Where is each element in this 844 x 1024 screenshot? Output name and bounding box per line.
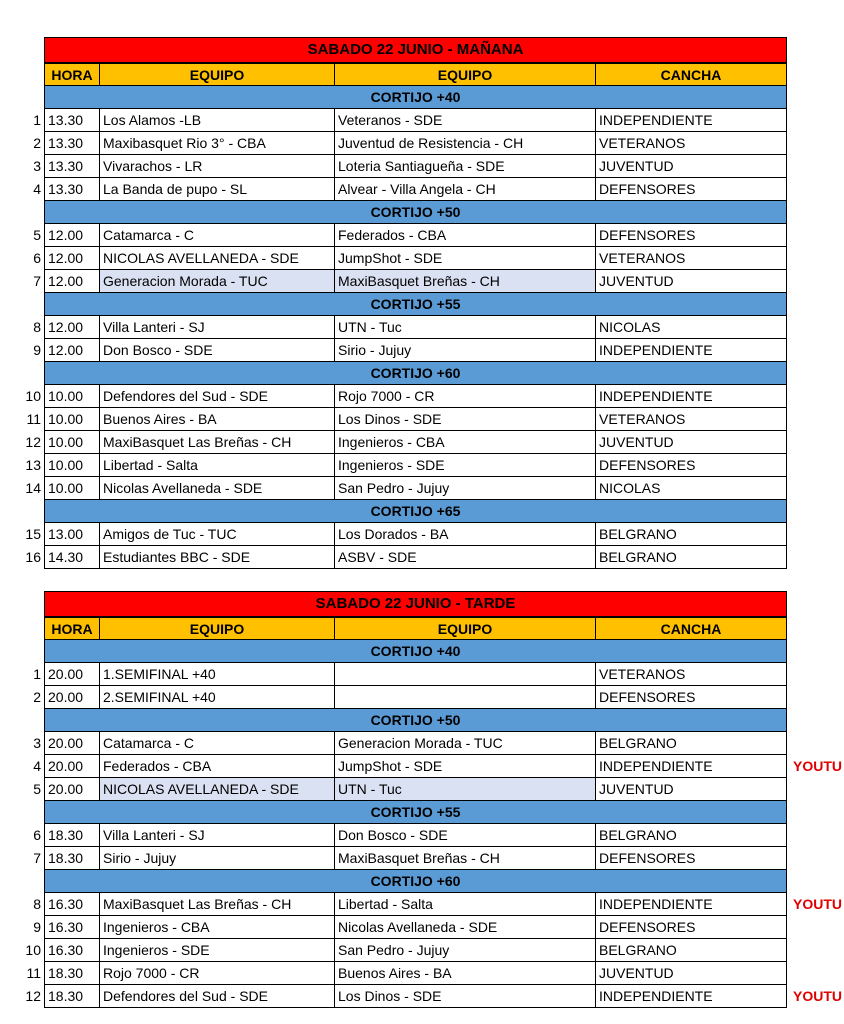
youtube-note: YOUTU (793, 758, 842, 774)
hora-cell: 16.30 (44, 916, 99, 939)
row-number: 3 (33, 158, 41, 174)
table-row (0, 663, 844, 686)
cancha-cell: DEFENSORES (595, 847, 787, 870)
category-bar: CORTIJO +55 (44, 801, 787, 824)
header-row (0, 63, 844, 86)
cancha-cell: NICOLAS (595, 316, 787, 339)
column-header-cancha: CANCHA (595, 63, 787, 86)
row-number: 6 (33, 250, 41, 266)
cancha-cell: INDEPENDIENTE (595, 985, 787, 1008)
team-cell: Ingenieros - SDE (99, 939, 334, 962)
row-number: 16 (25, 549, 41, 565)
row-number: 9 (33, 342, 41, 358)
cancha-cell: BELGRANO (595, 939, 787, 962)
cancha-cell: DEFENSORES (595, 178, 787, 201)
team-cell: UTN - Tuc (334, 316, 595, 339)
team-cell (334, 686, 595, 709)
hora-cell: 20.00 (44, 663, 99, 686)
hora-cell: 12.00 (44, 224, 99, 247)
column-header-equipo: EQUIPO (334, 617, 595, 640)
team-cell: Los Dinos - SDE (334, 408, 595, 431)
cancha-cell: JUVENTUD (595, 270, 787, 293)
column-header-equipo: EQUIPO (334, 63, 595, 86)
cancha-cell: INDEPENDIENTE (595, 339, 787, 362)
team-cell: Nicolas Avellaneda - SDE (334, 916, 595, 939)
hora-cell: 10.00 (44, 454, 99, 477)
hora-cell: 20.00 (44, 686, 99, 709)
team-cell: Los Dinos - SDE (334, 985, 595, 1008)
cancha-cell: INDEPENDIENTE (595, 109, 787, 132)
team-cell: Federados - CBA (99, 755, 334, 778)
row-number: 7 (33, 273, 41, 289)
youtube-note: YOUTU (793, 988, 842, 1004)
hora-cell: 10.00 (44, 477, 99, 500)
table-row (0, 778, 844, 801)
team-cell: Don Bosco - SDE (99, 339, 334, 362)
team-cell: Los Dorados - BA (334, 523, 595, 546)
row-number: 11 (26, 411, 41, 427)
hora-cell: 13.30 (44, 109, 99, 132)
table-row (0, 178, 844, 201)
hora-cell: 20.00 (44, 778, 99, 801)
team-cell: Maxibasquet Rio 3° - CBA (99, 132, 334, 155)
team-cell (334, 663, 595, 686)
category-bar: CORTIJO +65 (44, 500, 787, 523)
team-cell: MaxiBasquet Las Breñas - CH (99, 431, 334, 454)
cancha-cell: INDEPENDIENTE (595, 385, 787, 408)
team-cell: Estudiantes BBC - SDE (99, 546, 334, 569)
cancha-cell: BELGRANO (595, 546, 787, 569)
row-number: 4 (33, 758, 41, 774)
category-bar: CORTIJO +50 (44, 201, 787, 224)
team-cell: Generacion Morada - TUC (334, 732, 595, 755)
hora-cell: 14.30 (44, 546, 99, 569)
row-number: 8 (33, 896, 41, 912)
team-cell: Don Bosco - SDE (334, 824, 595, 847)
table-row (0, 916, 844, 939)
cancha-cell: NICOLAS (595, 477, 787, 500)
team-cell: Catamarca - C (99, 224, 334, 247)
category-bar: CORTIJO +55 (44, 293, 787, 316)
team-cell: Nicolas Avellaneda - SDE (99, 477, 334, 500)
row-number: 12 (25, 434, 41, 450)
team-cell: ASBV - SDE (334, 546, 595, 569)
team-cell: Federados - CBA (334, 224, 595, 247)
row-number: 10 (25, 942, 41, 958)
team-cell: 2.SEMIFINAL +40 (99, 686, 334, 709)
column-header-hora: HORA (44, 617, 99, 640)
row-number: 4 (33, 181, 41, 197)
team-cell: Libertad - Salta (334, 893, 595, 916)
row-number: 2 (33, 135, 41, 151)
table-row (0, 523, 844, 546)
table-row (0, 224, 844, 247)
team-cell: Rojo 7000 - CR (99, 962, 334, 985)
cancha-cell: VETERANOS (595, 663, 787, 686)
table-row (0, 247, 844, 270)
hora-cell: 12.00 (44, 270, 99, 293)
row-number: 1 (33, 112, 41, 128)
cancha-cell: BELGRANO (595, 523, 787, 546)
row-number: 9 (33, 919, 41, 935)
category-bar: CORTIJO +60 (44, 870, 787, 893)
team-cell: Rojo 7000 - CR (334, 385, 595, 408)
team-cell: Generacion Morada - TUC (99, 270, 334, 293)
team-cell: JumpShot - SDE (334, 247, 595, 270)
cancha-cell: INDEPENDIENTE (595, 755, 787, 778)
team-cell: Defendores del Sud - SDE (99, 385, 334, 408)
schedule-title: SABADO 22 JUNIO - MAÑANA (44, 37, 787, 63)
hora-cell: 16.30 (44, 893, 99, 916)
row-number: 14 (25, 480, 41, 496)
hora-cell: 10.00 (44, 408, 99, 431)
cancha-cell: VETERANOS (595, 247, 787, 270)
team-cell: Buenos Aires - BA (99, 408, 334, 431)
hora-cell: 12.00 (44, 316, 99, 339)
team-cell: 1.SEMIFINAL +40 (99, 663, 334, 686)
team-cell: Sirio - Jujuy (334, 339, 595, 362)
column-header-equipo: EQUIPO (99, 617, 334, 640)
cancha-cell: JUVENTUD (595, 155, 787, 178)
table-row (0, 755, 844, 778)
team-cell: UTN - Tuc (334, 778, 595, 801)
schedule-title: SABADO 22 JUNIO - TARDE (44, 591, 787, 617)
hora-cell: 10.00 (44, 385, 99, 408)
hora-cell: 13.30 (44, 178, 99, 201)
cancha-cell: JUVENTUD (595, 431, 787, 454)
table-row (0, 339, 844, 362)
row-number: 15 (25, 526, 41, 542)
table-row (0, 431, 844, 454)
table-row (0, 385, 844, 408)
row-number: 6 (33, 827, 41, 843)
row-number: 5 (33, 227, 41, 243)
hora-cell: 10.00 (44, 431, 99, 454)
table-row (0, 408, 844, 431)
cancha-cell: INDEPENDIENTE (595, 893, 787, 916)
cancha-cell: VETERANOS (595, 408, 787, 431)
hora-cell: 18.30 (44, 824, 99, 847)
hora-cell: 12.00 (44, 339, 99, 362)
table-row (0, 546, 844, 569)
team-cell: Los Alamos -LB (99, 109, 334, 132)
table-row (0, 939, 844, 962)
team-cell: San Pedro - Jujuy (334, 939, 595, 962)
cancha-cell: DEFENSORES (595, 686, 787, 709)
row-number: 1 (33, 666, 41, 682)
team-cell: Catamarca - C (99, 732, 334, 755)
table-row (0, 132, 844, 155)
team-cell: Villa Lanteri - SJ (99, 824, 334, 847)
cancha-cell: BELGRANO (595, 824, 787, 847)
cancha-cell: JUVENTUD (595, 778, 787, 801)
team-cell: Ingenieros - CBA (334, 431, 595, 454)
table-row (0, 847, 844, 870)
cancha-cell: VETERANOS (595, 132, 787, 155)
hora-cell: 12.00 (44, 247, 99, 270)
cancha-cell: DEFENSORES (595, 224, 787, 247)
category-bar: CORTIJO +40 (44, 86, 787, 109)
table-row (0, 732, 844, 755)
category-bar: CORTIJO +50 (44, 709, 787, 732)
hora-cell: 13.30 (44, 155, 99, 178)
category-bar: CORTIJO +40 (44, 640, 787, 663)
table-row (0, 270, 844, 293)
row-number: 11 (26, 965, 41, 981)
table-row (0, 985, 844, 1008)
team-cell: Alvear - Villa Angela - CH (334, 178, 595, 201)
table-row (0, 316, 844, 339)
table-row (0, 824, 844, 847)
team-cell: MaxiBasquet Breñas - CH (334, 270, 595, 293)
column-header-equipo: EQUIPO (99, 63, 334, 86)
column-header-hora: HORA (44, 63, 99, 86)
hora-cell: 18.30 (44, 962, 99, 985)
team-cell: Defendores del Sud - SDE (99, 985, 334, 1008)
team-cell: San Pedro - Jujuy (334, 477, 595, 500)
team-cell: Loteria Santiagueña - SDE (334, 155, 595, 178)
table-row (0, 454, 844, 477)
team-cell: MaxiBasquet Breñas - CH (334, 847, 595, 870)
cancha-cell: JUVENTUD (595, 962, 787, 985)
row-number: 7 (33, 850, 41, 866)
cancha-cell: DEFENSORES (595, 916, 787, 939)
hora-cell: 13.00 (44, 523, 99, 546)
hora-cell: 18.30 (44, 985, 99, 1008)
team-cell: Ingenieros - SDE (334, 454, 595, 477)
hora-cell: 18.30 (44, 847, 99, 870)
table-row (0, 109, 844, 132)
youtube-note: YOUTU (793, 896, 842, 912)
team-cell: La Banda de pupo - SL (99, 178, 334, 201)
team-cell: Amigos de Tuc - TUC (99, 523, 334, 546)
row-number: 8 (33, 319, 41, 335)
team-cell: Libertad - Salta (99, 454, 334, 477)
team-cell: NICOLAS AVELLANEDA - SDE (99, 778, 334, 801)
table-row (0, 477, 844, 500)
row-number: 13 (25, 457, 41, 473)
team-cell: Buenos Aires - BA (334, 962, 595, 985)
header-row (0, 617, 844, 640)
cancha-cell: DEFENSORES (595, 454, 787, 477)
team-cell: MaxiBasquet Las Breñas - CH (99, 893, 334, 916)
table-row (0, 962, 844, 985)
team-cell: JumpShot - SDE (334, 755, 595, 778)
hora-cell: 16.30 (44, 939, 99, 962)
team-cell: Villa Lanteri - SJ (99, 316, 334, 339)
team-cell: Sirio - Jujuy (99, 847, 334, 870)
hora-cell: 20.00 (44, 755, 99, 778)
category-bar: CORTIJO +60 (44, 362, 787, 385)
hora-cell: 20.00 (44, 732, 99, 755)
hora-cell: 13.30 (44, 132, 99, 155)
row-number: 3 (33, 735, 41, 751)
column-header-cancha: CANCHA (595, 617, 787, 640)
row-number: 5 (33, 781, 41, 797)
cancha-cell: BELGRANO (595, 732, 787, 755)
team-cell: NICOLAS AVELLANEDA - SDE (99, 247, 334, 270)
table-row (0, 686, 844, 709)
row-number: 2 (33, 689, 41, 705)
team-cell: Ingenieros - CBA (99, 916, 334, 939)
row-number: 12 (25, 988, 41, 1004)
table-row (0, 155, 844, 178)
team-cell: Veteranos - SDE (334, 109, 595, 132)
team-cell: Vivarachos - LR (99, 155, 334, 178)
table-row (0, 893, 844, 916)
team-cell: Juventud de Resistencia - CH (334, 132, 595, 155)
row-number: 10 (25, 388, 41, 404)
